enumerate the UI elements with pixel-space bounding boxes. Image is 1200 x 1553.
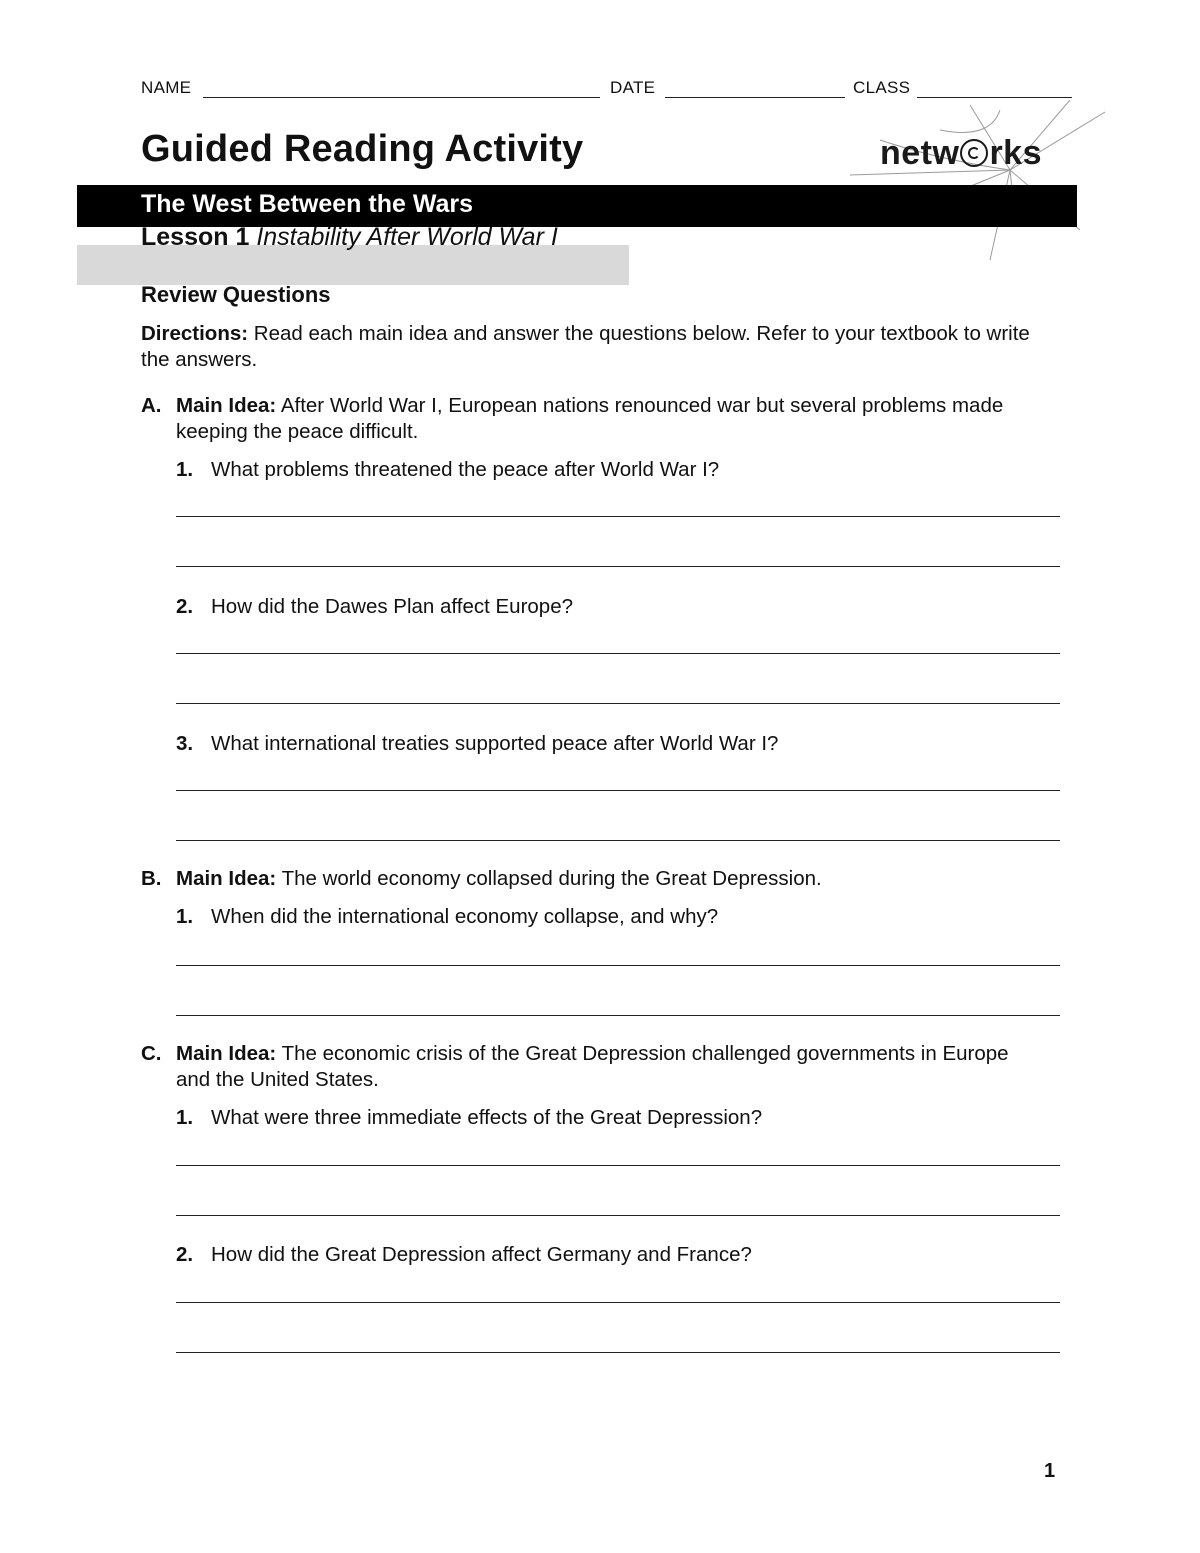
question-number: 2. [176, 1243, 194, 1266]
main-idea-a [176, 393, 1046, 445]
logo-o-icon [960, 139, 988, 167]
directions [141, 321, 1061, 373]
answer-line[interactable] [176, 1165, 1060, 1166]
logo-text-suffix: rks [989, 134, 1043, 172]
answer-line[interactable] [176, 1352, 1060, 1353]
main-idea-label: Main Idea: [176, 1042, 277, 1065]
main-idea-letter: B. [141, 867, 162, 890]
main-idea-text: The economic crisis of the Great Depression challenged governments in Europe and the United States. [176, 1042, 1009, 1091]
name-label: NAME [141, 78, 192, 97]
lesson-number: Lesson 1 [141, 223, 250, 251]
question-number: 1. [176, 905, 194, 928]
answer-line[interactable] [176, 653, 1060, 654]
main-idea-c [176, 1041, 1046, 1093]
answer-line[interactable] [176, 840, 1060, 841]
question-text: What international treaties supported peace after World War I? [211, 732, 779, 755]
page-number: 1 [1044, 1460, 1056, 1482]
main-idea-label: Main Idea: [176, 394, 277, 417]
lesson-title [141, 223, 558, 252]
question-text: How did the Dawes Plan affect Europe? [211, 595, 574, 618]
main-idea-label: Main Idea: [176, 867, 277, 890]
chapter-title: The West Between the Wars [141, 190, 474, 218]
class-label: CLASS [853, 78, 911, 97]
answer-line[interactable] [176, 1215, 1060, 1216]
question-number: 2. [176, 595, 194, 618]
main-idea-b [176, 866, 1046, 892]
answer-line[interactable] [176, 965, 1060, 966]
question-text: What were three immediate effects of the Great Depression? [211, 1106, 763, 1129]
main-idea-letter: C. [141, 1042, 162, 1065]
name-field[interactable] [203, 97, 600, 98]
question-number: 1. [176, 1106, 194, 1129]
date-label: DATE [610, 78, 656, 97]
main-idea-letter: A. [141, 394, 162, 417]
lesson-name: Instability After World War I [256, 223, 558, 251]
question-number: 3. [176, 732, 194, 755]
class-field[interactable] [917, 97, 1072, 98]
directions-label: Directions: [141, 322, 249, 345]
answer-line[interactable] [176, 703, 1060, 704]
question-text: How did the Great Depression affect Germany and France? [211, 1243, 752, 1266]
directions-text: Read each main idea and answer the questions below. Refer to your textbook to write the answers. [141, 322, 1030, 371]
answer-line[interactable] [176, 516, 1060, 517]
page-title: Guided Reading Activity [141, 128, 584, 170]
main-idea-text: After World War I, European nations renounced war but several problems made keeping the peace difficult. [176, 394, 1004, 443]
date-field[interactable] [665, 97, 845, 98]
answer-line[interactable] [176, 1015, 1060, 1016]
answer-line[interactable] [176, 566, 1060, 567]
main-idea-text: The world economy collapsed during the Great Depression. [281, 867, 822, 890]
question-number: 1. [176, 458, 194, 481]
networks-logo [880, 134, 1042, 173]
answer-line[interactable] [176, 790, 1060, 791]
question-text: What problems threatened the peace after World War I? [211, 458, 720, 481]
logo-text-prefix: netw [880, 134, 960, 172]
answer-line[interactable] [176, 1302, 1060, 1303]
section-heading: Review Questions [141, 282, 331, 307]
question-text: When did the international economy collapse, and why? [211, 905, 719, 928]
